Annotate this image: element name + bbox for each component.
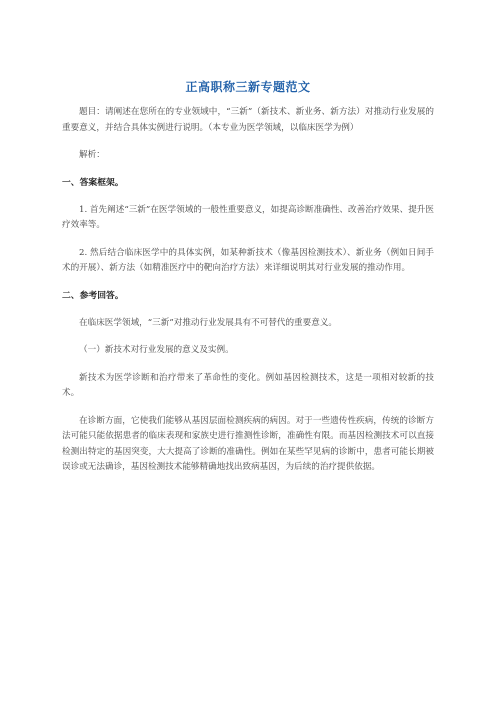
section1-heading: 一、答案框架。 [62,177,124,188]
section2-subheading-1: （一）新技术对行业发展的意义及实例。 [79,345,234,355]
section2-paragraph-3: 在诊断方面，它使我们能够从基因层面检测疾病的病因。对于一些遗传性疾病，传统的诊断方法可能只能依据患者的临床表现和家族史进行推测性诊断，准确性有限。而基因检测技术可以直接检测出特定的基因突变，大大提高了诊断的准确性。例如在某些罕见病的诊断中，患者可能长期被误诊或无法确诊，基因检测技术能够精确地找出致病基因，为后续的治疗提供依据。 [62,415,434,472]
section2-paragraph-2: 新技术为医学诊断和治疗带来了革命性的变化。例如基因检测技术，这是一项相对较新的技术。 [62,372,434,398]
document-page [62,78,434,488]
analysis-label: 解析： [79,150,105,160]
section2-heading: 二、参考回答。 [62,290,124,301]
question-paragraph: 题目：请阐述在您所在的专业领域中，“三新”（新技术、新业务、新方法）对推动行业发展的重要意义，并结合具体实例进行说明。（本专业为医学领域，以临床医学为例） [62,107,434,133]
section2-paragraph-1: 在临床医学领域，“三新”对推动行业发展具有不可替代的重要意义。 [79,317,338,328]
document-title: 正高职称三新专题范文 [185,80,311,94]
section1-item-1: 1. 首先阐述“三新”在医学领域的一般性重要意义，如提高诊断准确性、改善治疗效果、提升医疗效率等。 [62,204,434,230]
section1-item-2: 2. 然后结合临床医学中的具体实例，如某种新技术（像基因检测技术）、新业务（例如日间手术的开展）、新方法（如精准医疗中的靶向治疗方法）来详细说明其对行业发展的推动作用。 [62,247,434,273]
